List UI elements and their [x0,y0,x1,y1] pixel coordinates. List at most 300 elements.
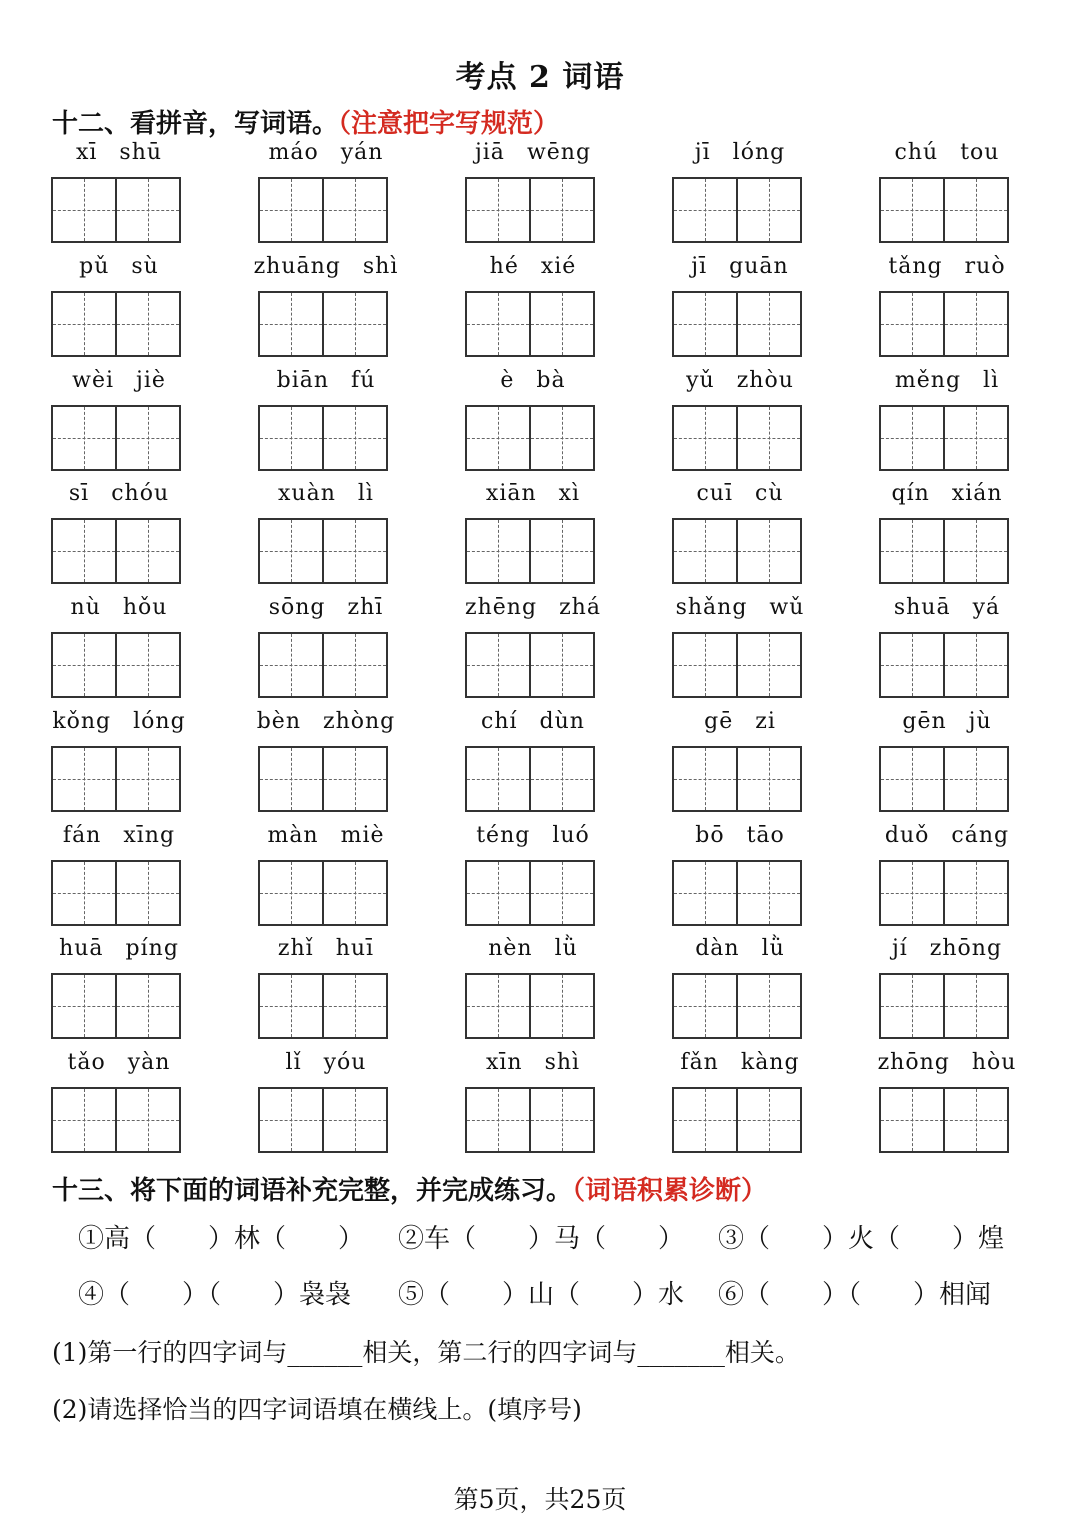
tianzige-box[interactable] [529,518,595,584]
pinyin-syllable: huā [59,936,104,962]
pinyin-syllable: máo [268,140,319,165]
tianzige-box[interactable] [258,746,324,812]
pinyin-label [39,823,199,857]
pinyin-syllable: zhōng [877,1050,950,1075]
tianzige-box-pair [879,405,1009,469]
pinyin-label [867,936,1027,970]
tianzige-box[interactable] [258,177,324,243]
pinyin-syllable: měng [894,367,962,393]
pinyin-syllable: chí [481,708,518,734]
tianzige-box[interactable] [736,405,802,471]
pinyin-syllable: zhōng [929,936,1003,962]
tianzige-box[interactable] [879,746,945,812]
word-cell [672,593,805,706]
tianzige-box-pair [51,518,181,582]
pinyin-syllable: xī [75,140,98,165]
word-cell [879,934,1009,1047]
tianzige-box[interactable] [51,746,117,812]
tianzige-box-pair [672,405,802,469]
tianzige-box-pair [465,1087,595,1151]
pinyin-label [660,1050,820,1084]
tianzige-box[interactable] [736,518,802,584]
pinyin-syllable: zhēng [465,595,538,620]
tianzige-box[interactable] [115,860,181,926]
word-cell [256,707,396,820]
pinyin-syllable: dùn [539,708,585,734]
tianzige-box-pair [51,291,181,355]
idiom-item[interactable]: ③（ ）火（ ）煌 [718,1224,1005,1254]
word-cell [465,934,595,1047]
tianzige-box[interactable] [943,746,1009,812]
pinyin-syllable: jiè [136,367,166,393]
tianzige-box[interactable] [672,746,738,812]
tianzige-box-pair [51,860,181,924]
word-cell [258,593,388,706]
pinyin-writing-grid [51,138,1017,1162]
tianzige-box[interactable] [672,973,738,1039]
tianzige-box[interactable] [322,1087,388,1153]
pinyin-label [867,481,1027,515]
tianzige-box[interactable] [258,518,324,584]
tianzige-box[interactable] [51,405,117,471]
tianzige-box[interactable] [115,746,181,812]
tianzige-box-pair [51,177,181,241]
pinyin-label [246,481,406,515]
pinyin-syllable: jiā [474,140,505,165]
pinyin-syllable: yá [972,595,1001,620]
word-cell [465,1048,595,1161]
pinyin-syllable: miè [340,822,385,848]
idiom-item[interactable]: ⑤（ ）山（ ）水 [398,1280,685,1310]
pinyin-syllable: fán [62,822,102,848]
pinyin-label [453,1050,613,1084]
word-cell [879,479,1009,592]
word-cell [672,707,802,820]
section-13-heading [52,1170,767,1207]
pinyin-label [246,936,406,970]
tianzige-box-pair [465,860,595,924]
tianzige-box[interactable] [529,405,595,471]
tianzige-box[interactable] [322,860,388,926]
pinyin-syllable: biān [276,367,330,393]
pinyin-label [660,823,820,857]
pinyin-syllable: xīng [123,822,176,848]
tianzige-box[interactable] [258,291,324,357]
pinyin-syllable: lǜ [554,936,578,962]
tianzige-box-pair [258,632,388,696]
tianzige-box[interactable] [529,632,595,698]
pinyin-syllable: cáng [951,822,1010,848]
tianzige-box[interactable] [115,405,181,471]
pinyin-syllable: kàng [740,1050,800,1075]
pinyin-label [453,823,613,857]
tianzige-box-pair [51,405,181,469]
tianzige-box[interactable] [465,518,531,584]
word-cell [51,821,181,934]
word-cell [51,138,181,251]
pinyin-syllable: shì [544,1050,581,1075]
pinyin-syllable: wǔ [769,595,805,620]
tianzige-box[interactable] [529,746,595,812]
tianzige-box[interactable] [258,632,324,698]
tianzige-box[interactable] [465,746,531,812]
tianzige-box[interactable] [322,632,388,698]
question-1[interactable]: (1)第一行的四字词与______相关，第二行的四字词与_______相关。 [52,1338,800,1367]
tianzige-box[interactable] [736,746,802,812]
tianzige-box-pair [672,973,802,1037]
tianzige-box-pair [672,177,802,241]
idiom-item[interactable]: ④（ ）（ ）袅袅 [78,1280,352,1310]
tianzige-box[interactable] [115,291,181,357]
tianzige-box[interactable] [529,1087,595,1153]
tianzige-box[interactable] [322,405,388,471]
pinyin-syllable: nù [70,595,101,620]
tianzige-box-pair [879,177,1009,241]
pinyin-syllable: huī [335,936,375,962]
tianzige-box[interactable] [51,860,117,926]
tianzige-box[interactable] [115,1087,181,1153]
tianzige-box[interactable] [51,632,117,698]
tianzige-box-pair [258,518,388,582]
pinyin-label [660,709,820,743]
pinyin-label [246,709,406,743]
pinyin-syllable: jí [891,936,908,962]
pinyin-syllable: tǎo [67,1050,106,1075]
pinyin-label [867,709,1027,743]
idiom-item[interactable]: ②车（ ）马（ ） [398,1224,685,1254]
tianzige-box[interactable] [51,291,117,357]
tianzige-box[interactable] [258,1087,324,1153]
tianzige-box[interactable] [465,1087,531,1153]
tianzige-box[interactable] [322,291,388,357]
word-cell [672,138,802,251]
word-cell [258,366,388,479]
tianzige-box-pair [51,632,181,696]
pinyin-label [453,595,613,629]
pinyin-syllable: xì [558,481,581,507]
pinyin-syllable: kǒng [52,708,112,734]
pinyin-label [867,368,1027,402]
tianzige-box-pair [672,746,802,810]
word-cell [879,707,1009,820]
pinyin-label [453,140,613,174]
tianzige-box[interactable] [943,405,1009,471]
tianzige-box[interactable] [672,291,738,357]
word-cell [258,1048,388,1161]
pinyin-syllable: yǔ [686,367,715,393]
tianzige-box[interactable] [258,973,324,1039]
tianzige-box[interactable] [51,518,117,584]
pinyin-label [39,368,199,402]
tianzige-box-pair [879,746,1009,810]
tianzige-box-pair [879,1087,1009,1151]
tianzige-box[interactable] [465,632,531,698]
tianzige-box[interactable] [736,973,802,1039]
word-cell [51,593,181,706]
pinyin-syllable: shǎng [675,595,748,620]
tianzige-box[interactable] [672,860,738,926]
section-12-heading-text: 十二、看拼音，写词语。 [52,109,339,139]
page-title: 考点 2 词语 [455,60,625,95]
word-cell [672,479,802,592]
pinyin-syllable: lóng [133,708,186,734]
tianzige-box[interactable] [322,177,388,243]
pinyin-syllable: shì [362,253,399,279]
pinyin-syllable: bèn [256,708,301,734]
pinyin-syllable: tǎng [888,253,943,279]
tianzige-box-pair [879,860,1009,924]
tianzige-box[interactable] [879,973,945,1039]
pinyin-label [660,140,820,174]
tianzige-box[interactable] [322,746,388,812]
pinyin-syllable: cù [755,481,784,507]
word-cell [51,934,181,1047]
pinyin-syllable: qín [891,481,930,507]
word-cell [51,1048,181,1161]
pinyin-syllable: luó [552,822,590,848]
word-cell [258,934,388,1047]
pinyin-label [246,368,406,402]
pinyin-syllable: zhuāng [253,253,341,279]
pinyin-label [246,595,406,629]
pinyin-syllable: lǜ [761,936,785,962]
pinyin-syllable: nèn [488,936,533,962]
word-cell [672,1048,802,1161]
pinyin-label [660,481,820,515]
word-cell [258,138,388,251]
pinyin-syllable: lì [983,367,1000,393]
tianzige-box-pair [672,1087,802,1151]
pinyin-syllable: shū [119,140,163,165]
tianzige-box-pair [258,746,388,810]
word-cell [51,366,181,479]
tianzige-box-pair [879,973,1009,1037]
tianzige-box-pair [465,973,595,1037]
pinyin-syllable: ruò [964,253,1006,279]
pinyin-label [246,1050,406,1084]
tianzige-box[interactable] [322,518,388,584]
pinyin-syllable: zhòu [736,367,794,393]
tianzige-box-pair [51,1087,181,1151]
word-cell [51,252,181,365]
pinyin-label [39,709,199,743]
tianzige-box-pair [672,860,802,924]
tianzige-box[interactable] [879,632,945,698]
pinyin-syllable: zi [755,708,776,734]
tianzige-box[interactable] [879,1087,945,1153]
pinyin-label [246,254,406,288]
tianzige-box-pair [879,632,1009,696]
pinyin-syllable: jī [691,253,708,279]
tianzige-box-pair [879,291,1009,355]
pinyin-syllable: sī [68,481,90,507]
word-cell [879,138,1009,251]
tianzige-box[interactable] [51,1087,117,1153]
word-cell [672,821,802,934]
tianzige-box[interactable] [943,860,1009,926]
pinyin-syllable: hé [489,253,519,279]
pinyin-syllable: tou [960,140,1000,165]
pinyin-label [453,709,613,743]
tianzige-box-pair [465,291,595,355]
section-12-heading [52,103,559,140]
question-2: (2)请选择恰当的四字词语填在横线上。(填序号) [52,1395,582,1424]
tianzige-box[interactable] [943,1087,1009,1153]
tianzige-box[interactable] [672,177,738,243]
pinyin-label [660,368,820,402]
pinyin-syllable: jù [968,708,992,734]
word-cell [465,138,595,251]
pinyin-label [39,936,199,970]
pinyin-label [453,368,613,402]
tianzige-box[interactable] [465,177,531,243]
tianzige-box-pair [672,518,802,582]
tianzige-box[interactable] [736,632,802,698]
pinyin-label [867,823,1027,857]
section-13-heading-text: 十三、将下面的词语补充完整，并完成练习。 [52,1176,573,1206]
tianzige-box[interactable] [879,518,945,584]
tianzige-box[interactable] [529,860,595,926]
tianzige-box[interactable] [672,405,738,471]
pinyin-syllable: fǎn [680,1050,719,1075]
pinyin-label [660,254,820,288]
tianzige-box[interactable] [115,177,181,243]
pinyin-label [39,1050,199,1084]
word-cell [879,593,1009,706]
tianzige-box[interactable] [115,518,181,584]
pinyin-syllable: duǒ [884,822,930,848]
tianzige-box[interactable] [879,405,945,471]
tianzige-box-pair [258,1087,388,1151]
idiom-row-1 [78,1218,1038,1258]
tianzige-box[interactable] [465,973,531,1039]
pinyin-syllable: fú [351,367,376,393]
pinyin-syllable: zhǐ [277,936,314,962]
tianzige-box[interactable] [465,291,531,357]
word-cell [465,707,595,820]
tianzige-box[interactable] [672,1087,738,1153]
pinyin-syllable: dàn [695,936,740,962]
tianzige-box[interactable] [115,973,181,1039]
tianzige-box-pair [258,973,388,1037]
tianzige-box[interactable] [943,291,1009,357]
tianzige-box[interactable] [736,1087,802,1153]
tianzige-box[interactable] [879,291,945,357]
pinyin-label [453,936,613,970]
pinyin-syllable: yàn [127,1050,171,1075]
pinyin-syllable: sōng [268,595,326,620]
tianzige-box[interactable] [736,177,802,243]
word-cell [672,366,802,479]
pinyin-syllable: shuā [893,595,951,620]
tianzige-box[interactable] [115,632,181,698]
pinyin-syllable: gē [704,708,734,734]
tianzige-box[interactable] [51,177,117,243]
tianzige-box-pair [465,518,595,582]
tianzige-box[interactable] [879,177,945,243]
pinyin-syllable: bà [536,367,566,393]
pinyin-label [867,140,1027,174]
word-cell [51,479,181,592]
tianzige-box[interactable] [465,860,531,926]
pinyin-syllable: xīn [485,1050,523,1075]
word-cell [672,934,802,1047]
pinyin-label [453,254,613,288]
tianzige-box[interactable] [943,518,1009,584]
pinyin-syllable: sù [131,253,159,279]
tianzige-box[interactable] [322,973,388,1039]
tianzige-box[interactable] [943,973,1009,1039]
tianzige-box-pair [258,405,388,469]
idiom-item[interactable]: ①高（ ）林（ ） [78,1224,365,1254]
pinyin-syllable: téng [476,822,531,848]
pinyin-label [660,595,820,629]
pinyin-label [660,936,820,970]
word-cell [672,252,802,365]
pinyin-syllable: cuī [696,481,734,507]
pinyin-syllable: zhī [347,595,384,620]
word-cell [465,479,595,592]
tianzige-box[interactable] [736,291,802,357]
tianzige-box[interactable] [879,860,945,926]
word-cell [879,821,1009,934]
tianzige-box[interactable] [51,973,117,1039]
tianzige-box-pair [465,746,595,810]
pinyin-syllable: yóu [323,1050,367,1075]
pinyin-syllable: pǔ [79,253,110,279]
pinyin-syllable: màn [267,822,319,848]
pinyin-syllable: guān [729,253,789,279]
pinyin-syllable: gēn [902,708,947,734]
pinyin-label [453,481,613,515]
pinyin-syllable: è [500,367,515,393]
tianzige-box-pair [465,177,595,241]
section-12-note: （注意把字写规范） [338,109,560,139]
page-number: 第5页，共25页 [453,1485,627,1514]
pinyin-syllable: xiān [485,481,537,507]
pinyin-syllable: chú [894,140,939,165]
pinyin-syllable: xuàn [278,481,336,507]
tianzige-box[interactable] [258,860,324,926]
tianzige-box-pair [879,518,1009,582]
pinyin-label [867,254,1027,288]
tianzige-box[interactable] [943,632,1009,698]
tianzige-box[interactable] [529,177,595,243]
tianzige-box[interactable] [465,405,531,471]
pinyin-syllable: hòu [971,1050,1017,1075]
pinyin-syllable: lì [357,481,374,507]
pinyin-syllable: bō [695,822,725,848]
tianzige-box[interactable] [736,860,802,926]
tianzige-box[interactable] [529,973,595,1039]
tianzige-box-pair [258,860,388,924]
tianzige-box[interactable] [943,177,1009,243]
word-cell [465,821,595,934]
idiom-row-2 [78,1274,1038,1314]
tianzige-box-pair [465,632,595,696]
tianzige-box[interactable] [672,632,738,698]
tianzige-box[interactable] [258,405,324,471]
tianzige-box[interactable] [672,518,738,584]
pinyin-syllable: lǐ [285,1050,302,1075]
tianzige-box-pair [672,632,802,696]
word-cell [465,366,595,479]
idiom-item[interactable]: ⑥（ ）（ ）相闻 [718,1280,992,1310]
word-cell [879,366,1009,479]
pinyin-syllable: lóng [732,140,786,165]
pinyin-syllable: zhòng [323,708,396,734]
tianzige-box[interactable] [529,291,595,357]
